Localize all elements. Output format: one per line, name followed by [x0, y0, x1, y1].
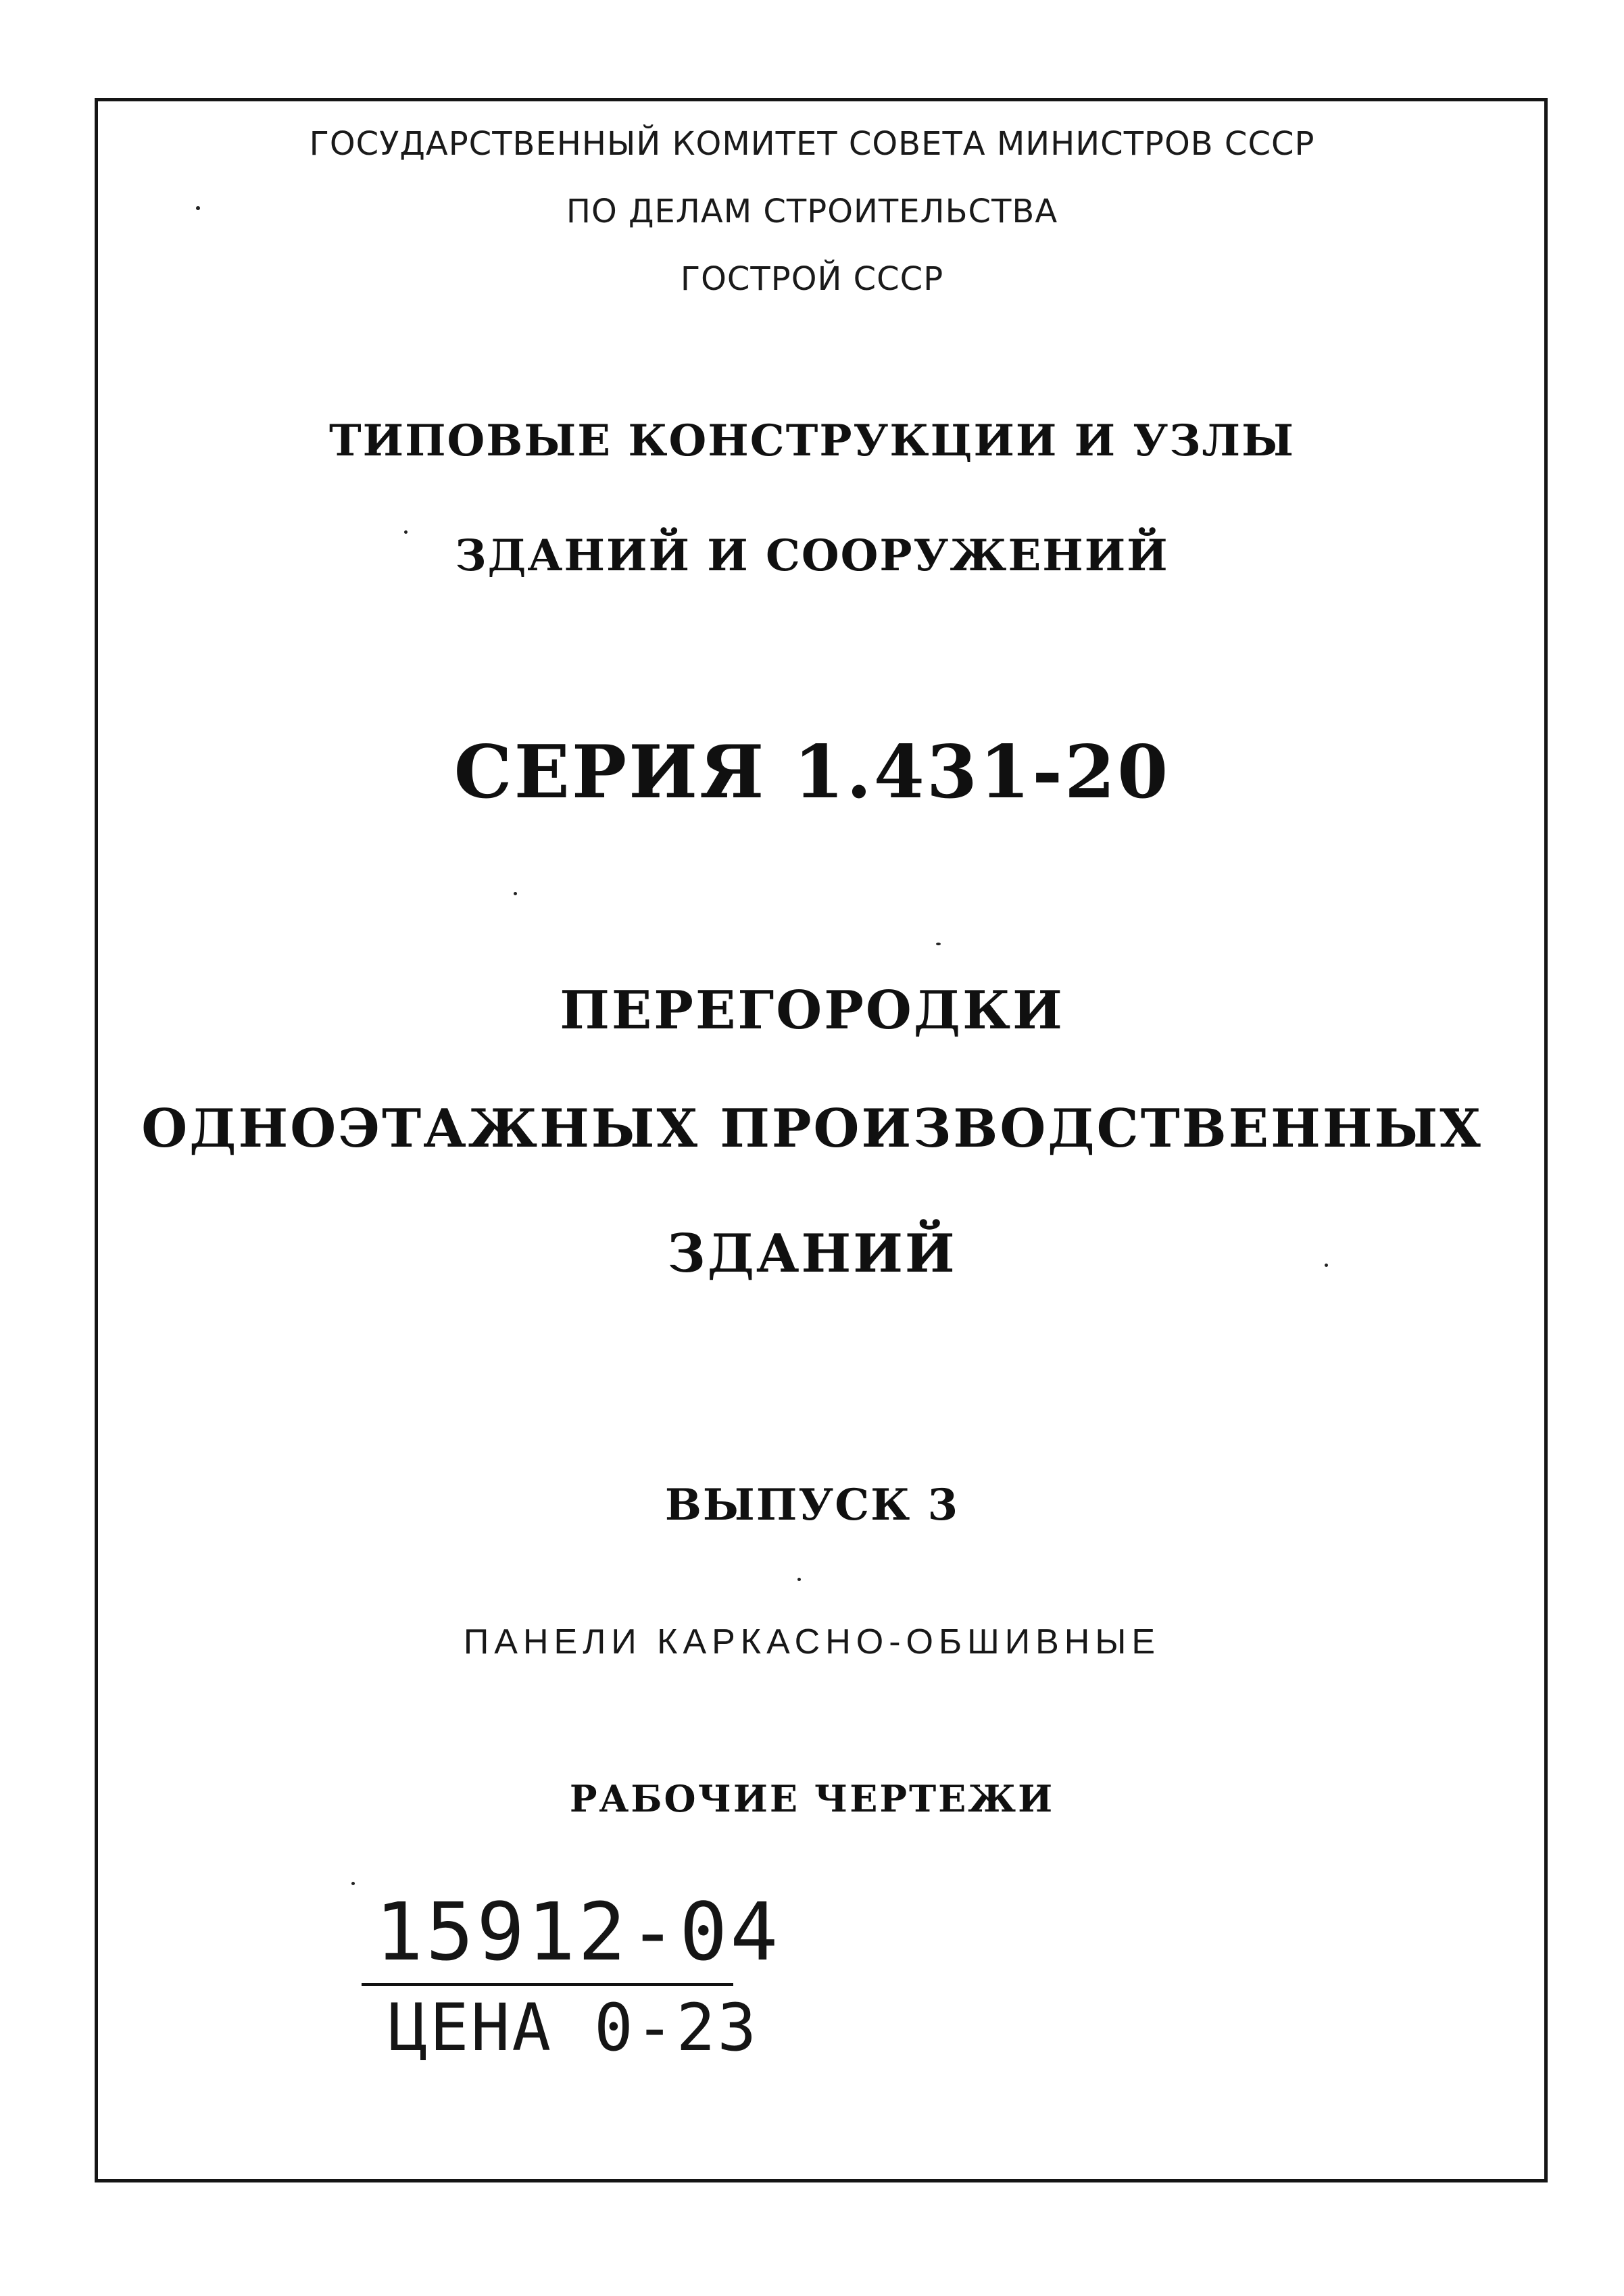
series-title: СЕРИЯ 1.431-20 — [453, 730, 1171, 815]
document-subtitle: ПАНЕЛИ КАРКАСНО-ОБШИВНЫЕ — [463, 1622, 1161, 1662]
scan-speck — [351, 1882, 355, 1885]
collection-title-line1: ТИПОВЫЕ КОНСТРУКЦИИ И УЗЛЫ — [328, 416, 1296, 466]
scan-speck — [1325, 1264, 1328, 1267]
scan-speck — [797, 1578, 801, 1581]
collection-title-line2: ЗДАНИЙ И СООРУЖЕНИЙ — [455, 530, 1169, 581]
document-title-line1: ПЕРЕГОРОДКИ — [560, 980, 1064, 1041]
document-title-line2: ОДНОЭТАЖНЫХ ПРОИЗВОДСТВЕННЫХ — [141, 1098, 1483, 1159]
stamp-number: 15912-04 — [375, 1885, 781, 1978]
header-line-committee: ГОСУДАРСТВЕННЫЙ КОМИТЕТ СОВЕТА МИНИСТРОВ СССР — [309, 125, 1315, 163]
scan-speck — [404, 530, 408, 534]
header-line-affairs: ПО ДЕЛАМ СТРОИТЕЛЬСТВА — [566, 193, 1058, 230]
scan-speck — [514, 892, 517, 895]
header-line-gosstroy: ГОСТРОЙ СССР — [680, 260, 944, 298]
issue-label: ВЫПУСК 3 — [664, 1480, 960, 1530]
scan-speck — [196, 206, 200, 210]
document-title-line3: ЗДАНИЙ — [667, 1223, 957, 1284]
scan-speck — [936, 943, 941, 945]
stamp-price: ЦЕНА 0-23 — [389, 1990, 759, 2066]
stamp-divider — [362, 1983, 733, 1986]
working-drawings-label: РАБОЧИЕ ЧЕРТЕЖИ — [569, 1777, 1055, 1820]
